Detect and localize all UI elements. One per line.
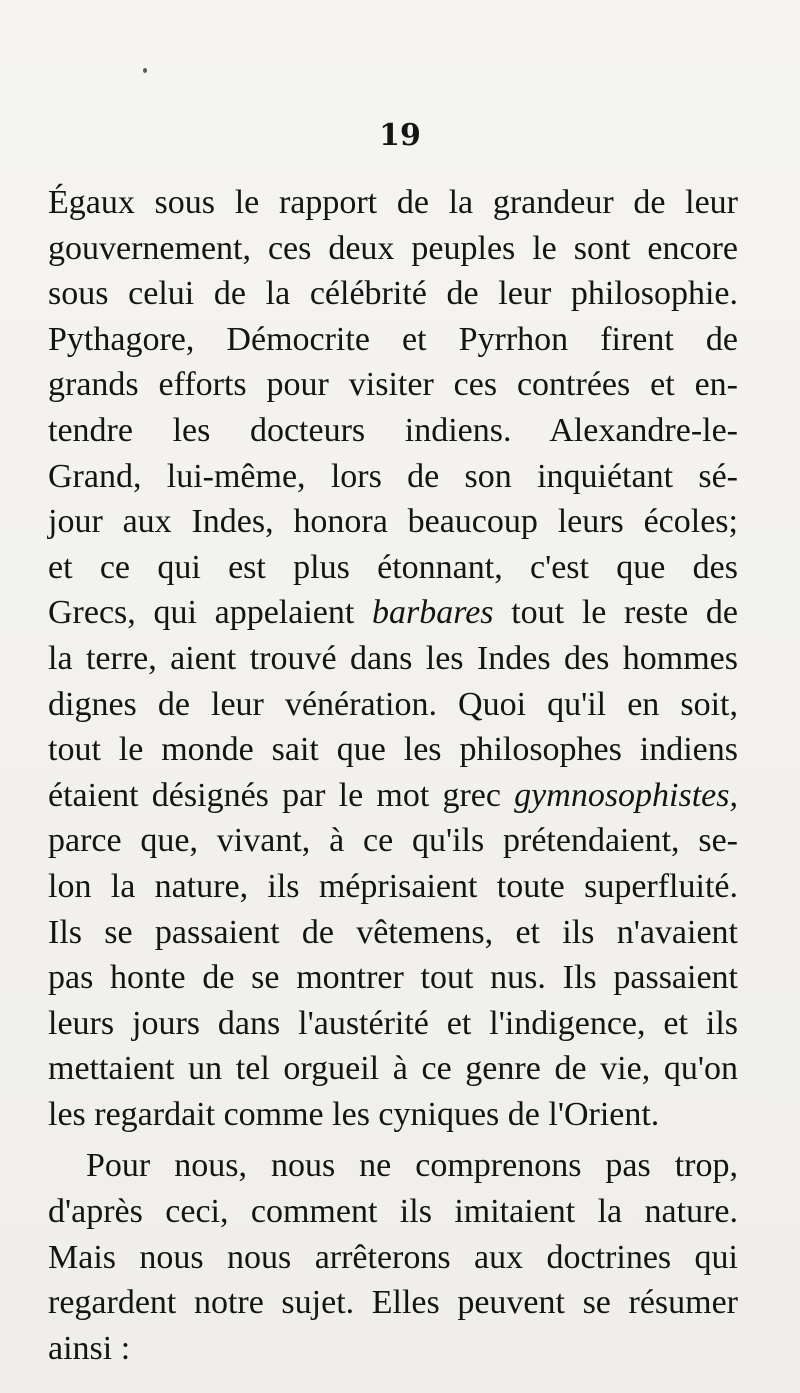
text-line: leurs jours dans l'austérité et l'indigence, et ils xyxy=(48,1004,738,1042)
text-line: grands efforts pour visiter ces contrées et en- xyxy=(48,366,738,404)
text-line: regardent notre sujet. Elles peuvent se résumer xyxy=(48,1284,738,1322)
text-line: lon la nature, ils méprisaient toute superfluité. xyxy=(48,867,738,905)
text-line: Grand, lui-même, lors de son inquiétant sé- xyxy=(48,457,738,495)
text-line-with-italic xyxy=(48,590,738,636)
text-line: Pour nous, nous ne comprenons pas trop, xyxy=(86,1147,738,1185)
paragraph-2 xyxy=(48,1143,738,1371)
text-line: tendre les docteurs indiens. Alexandre-le- xyxy=(48,411,738,449)
italic-term: gymnosophistes, xyxy=(514,776,738,814)
body-text xyxy=(48,180,738,1371)
ink-speck xyxy=(143,68,147,73)
text-line: Pythagore, Démocrite et Pyrrhon firent de xyxy=(48,320,738,358)
text-line: Mais nous nous arrêterons aux doctrines qui xyxy=(48,1238,738,1276)
text-line: d'après ceci, comment ils imitaient la nature. xyxy=(48,1193,738,1231)
text-line: parce que, vivant, à ce qu'ils prétendaient, se- xyxy=(48,822,738,860)
text-line: mettaient un tel orgueil à ce genre de vie, qu'on xyxy=(48,1050,738,1088)
text-line: les regardait comme les cyniques de l'Orient. xyxy=(48,1095,660,1133)
text-segment: Grecs, qui appelaient xyxy=(48,594,373,632)
text-segment: tout le reste de xyxy=(493,594,739,632)
page-number: 19 xyxy=(379,118,421,153)
text-line: la terre, aient trouvé dans les Indes des hommes xyxy=(48,639,738,677)
text-line: pas honte de se montrer tout nus. Ils passaient xyxy=(48,959,738,997)
text-line: et ce qui est plus étonnant, c'est que des xyxy=(48,548,738,586)
text-line: gouvernement, ces deux peuples le sont encore xyxy=(48,229,738,267)
text-segment: étaient désignés par le mot grec xyxy=(48,776,515,814)
text-line: sous celui de la célébrité de leur philosophie. xyxy=(48,275,738,313)
text-line: Égaux sous le rapport de la grandeur de leur xyxy=(48,184,738,221)
paragraph-1 xyxy=(48,180,738,1137)
text-line: Ils se passaient de vêtemens, et ils n'avaient xyxy=(48,913,738,951)
text-line: ainsi : xyxy=(48,1329,131,1367)
text-line-with-italic xyxy=(48,773,738,819)
text-line: jour aux Indes, honora beaucoup leurs écoles; xyxy=(48,503,738,541)
italic-term: barbares xyxy=(372,594,494,632)
text-line: dignes de leur vénération. Quoi qu'il en soit, xyxy=(48,685,738,723)
text-line: tout le monde sait que les philosophes indiens xyxy=(48,731,738,769)
